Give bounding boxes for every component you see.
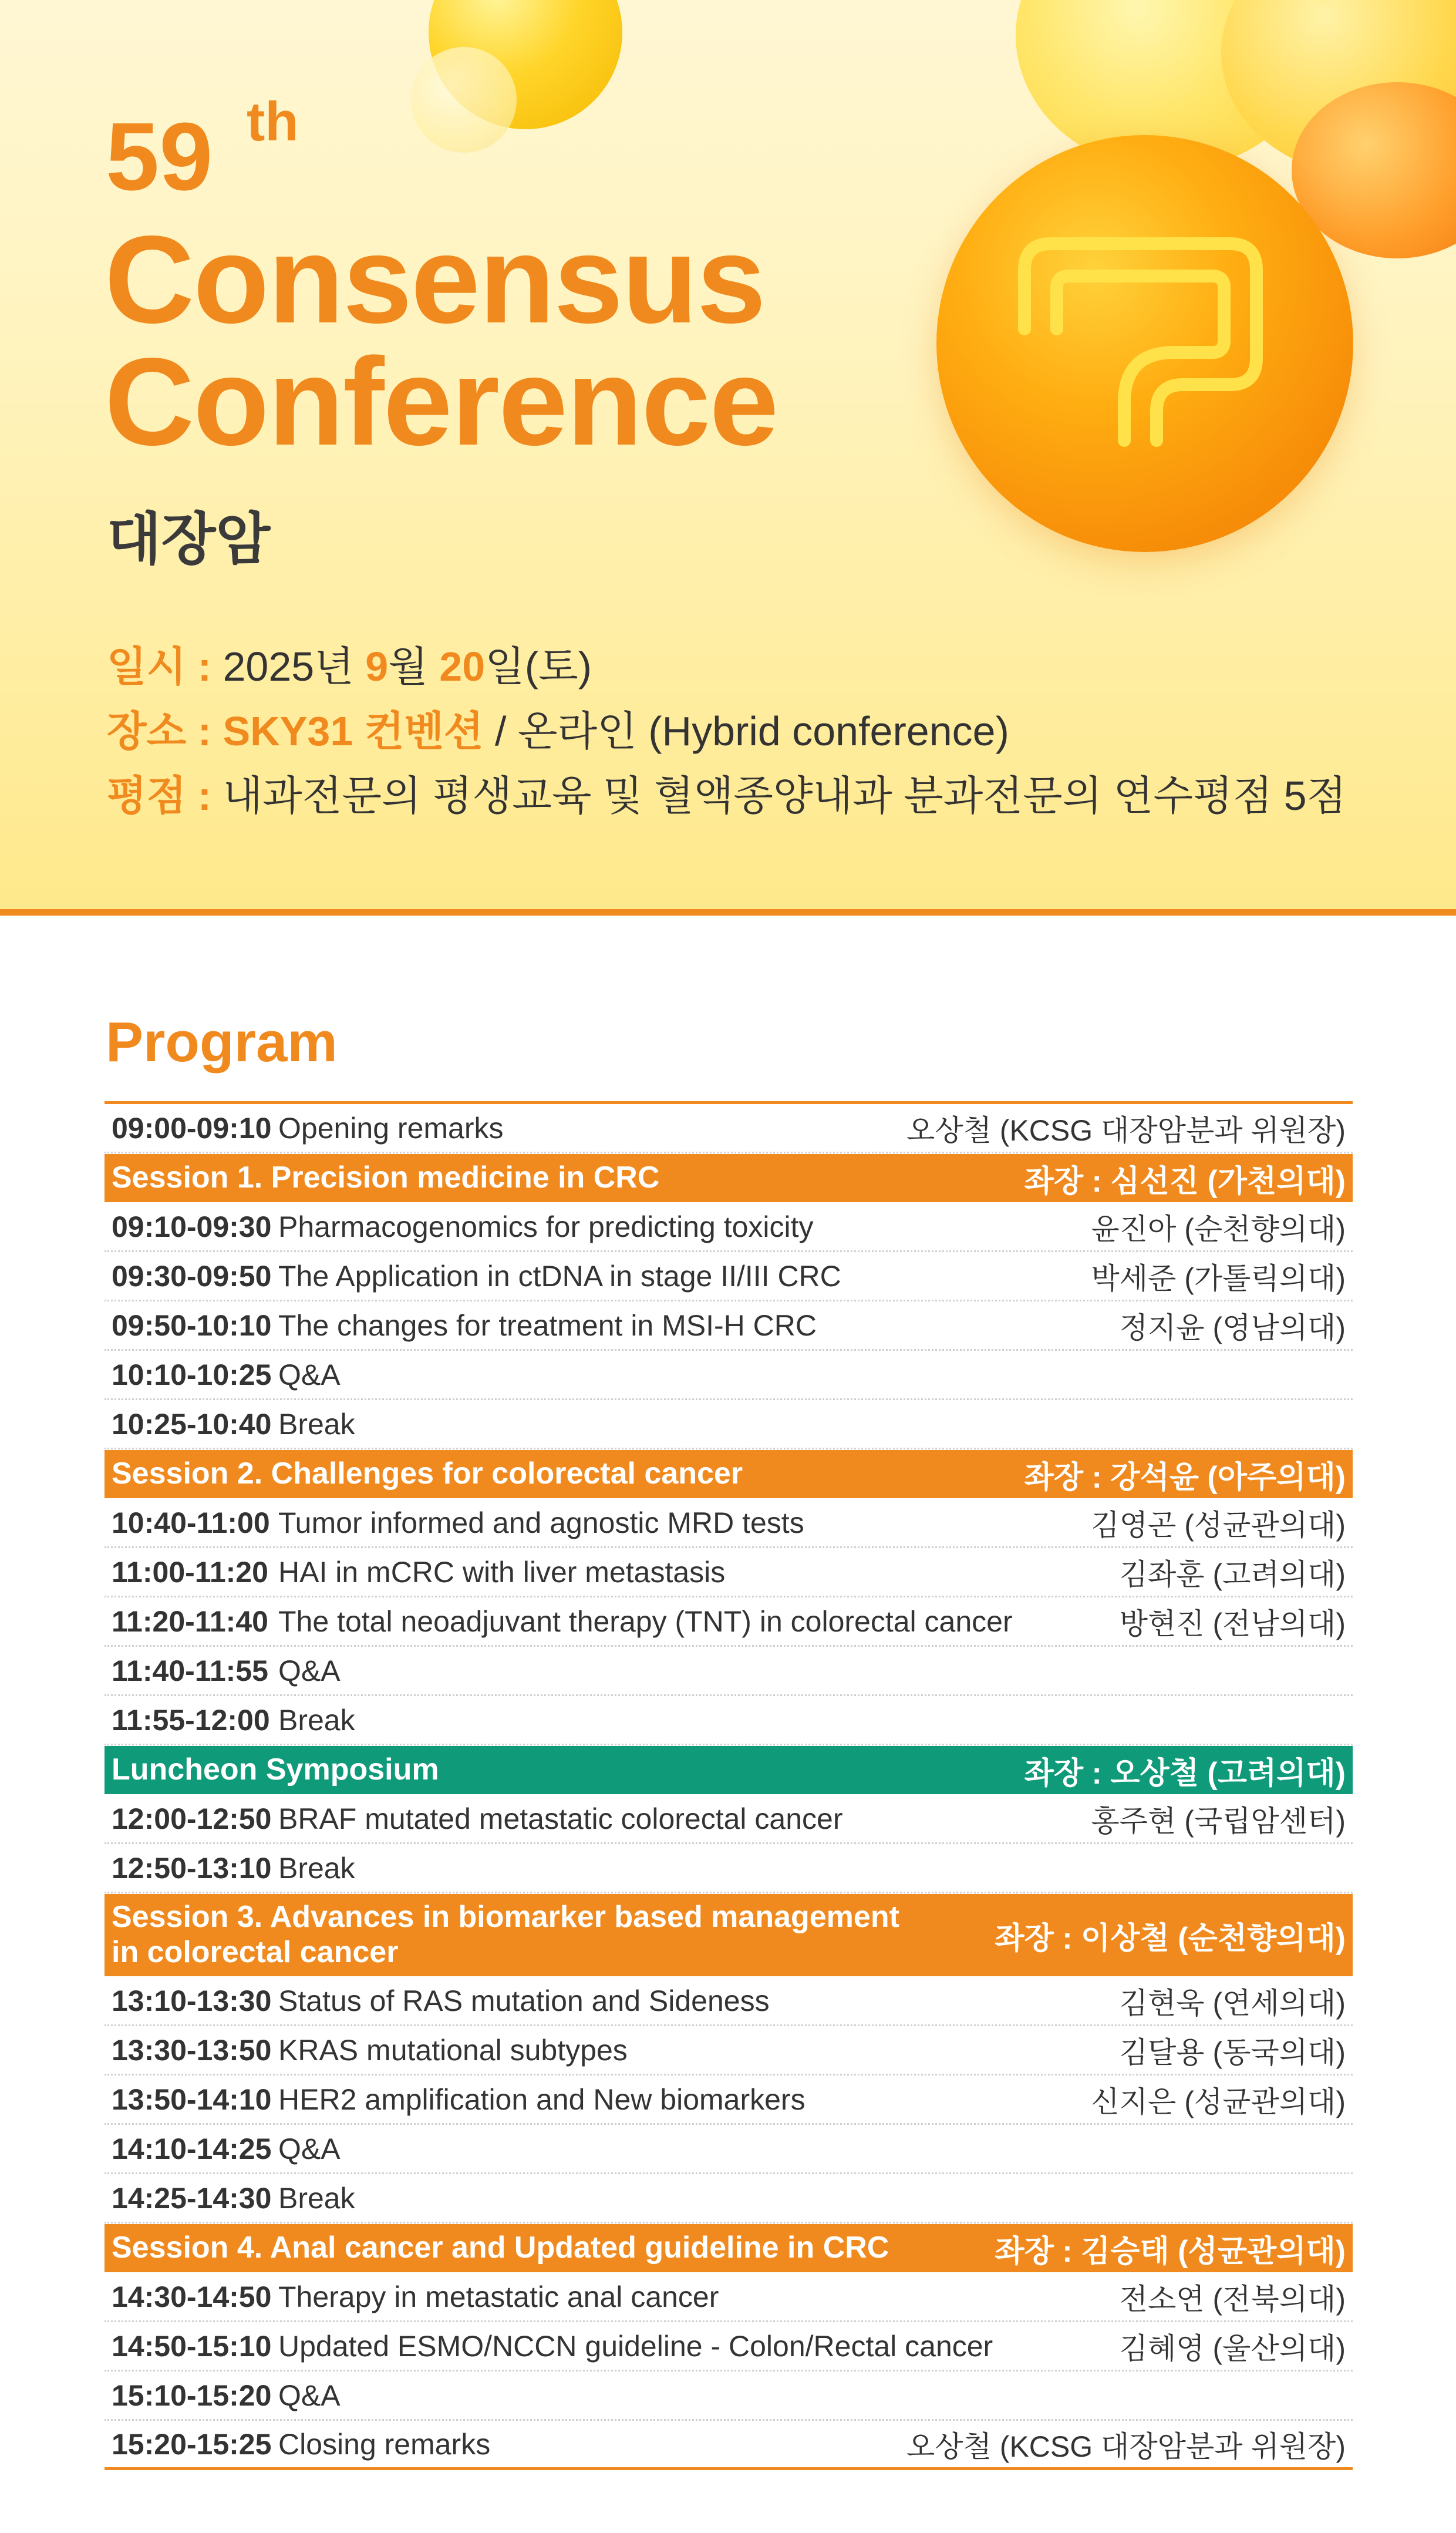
row-topic: Therapy in metastatic anal cancer	[278, 2280, 719, 2313]
table-row	[105, 1351, 1353, 1400]
date-day: 20	[439, 644, 486, 689]
session-header	[105, 1450, 1353, 1498]
row-time: 13:10-13:30	[112, 1984, 272, 2017]
row-time: 15:20-15:25	[112, 2427, 272, 2461]
row-time: 10:10-10:25	[112, 1358, 272, 1391]
table-row	[105, 1795, 1353, 1844]
venue-label: 장소 :	[107, 708, 211, 754]
row-topic: Q&A	[278, 2132, 341, 2165]
table-row	[105, 2125, 1353, 2174]
session-chair: 좌장 : 심선진 (가천의대)	[1024, 1164, 1346, 1199]
row-topic: BRAF mutated metastatic colorectal cancer	[278, 1802, 843, 1835]
session-chair: 좌장 : 김승태 (성균관의대)	[995, 2234, 1346, 2269]
row-speaker: 정지윤 (영남의대)	[1119, 1311, 1346, 1344]
table-row	[105, 2174, 1353, 2223]
row-time: 10:25-10:40	[112, 1407, 272, 1441]
title-line-1: Consensus	[105, 210, 765, 349]
table-row	[105, 1696, 1353, 1745]
row-speaker: 박세준 (가톨릭의대)	[1091, 1262, 1346, 1295]
row-speaker: 김영곤 (성균관의대)	[1091, 1508, 1346, 1542]
colon-icon	[936, 135, 1353, 552]
row-time: 10:40-11:00	[112, 1506, 270, 1539]
row-topic: KRAS mutational subtypes	[278, 2033, 628, 2067]
row-topic: The changes for treatment in MSI-H CRC	[278, 1308, 817, 1342]
row-topic: Updated ESMO/NCCN guideline - Colon/Rectal cancer	[278, 2329, 993, 2363]
edition-number: 59	[106, 103, 213, 210]
program-table	[105, 1101, 1353, 2470]
session-header-luncheon	[105, 1746, 1353, 1794]
row-time: 09:50-10:10	[112, 1308, 272, 1342]
divider	[0, 909, 1456, 916]
date-part: 2025년	[223, 644, 366, 689]
row-speaker: 오상철 (KCSG 대장암분과 위원장)	[906, 1114, 1346, 1147]
row-topic: HER2 amplification and New biomarkers	[278, 2083, 805, 2116]
hero-banner	[0, 0, 1456, 909]
session-title: Session 1. Precision medicine in CRC	[112, 1160, 660, 1195]
row-time: 14:25-14:30	[112, 2181, 272, 2215]
session-title: Session 4. Anal cancer and Updated guideline in CRC	[112, 2231, 889, 2265]
row-time: 11:40-11:55	[112, 1654, 268, 1687]
row-time: 11:20-11:40	[112, 1604, 268, 1638]
colon-emblem	[936, 135, 1353, 552]
row-time: 11:00-11:20	[112, 1555, 268, 1589]
title-line-2: Conference	[105, 332, 778, 471]
row-speaker: 김현욱 (연세의대)	[1119, 1986, 1346, 2020]
credit-text: 내과전문의 평생교육 및 혈액종양내과 분과전문의 연수평점 5점	[223, 773, 1347, 819]
row-topic: Break	[278, 2181, 355, 2215]
row-speaker: 김혜영 (울산의대)	[1119, 2332, 1346, 2365]
edition-suffix: th	[247, 90, 299, 152]
table-row	[105, 2421, 1353, 2470]
row-speaker: 방현진 (전남의대)	[1119, 1607, 1346, 1640]
credit-label: 평점 :	[107, 773, 211, 819]
row-topic: Q&A	[278, 1358, 341, 1391]
row-topic: Break	[278, 1851, 355, 1885]
date-part: 월	[388, 644, 440, 689]
row-speaker: 김좌훈 (고려의대)	[1119, 1558, 1346, 1591]
row-topic: Tumor informed and agnostic MRD tests	[278, 1506, 804, 1539]
table-row	[105, 1252, 1353, 1301]
table-row	[105, 1400, 1353, 1449]
row-topic: Opening remarks	[278, 1111, 504, 1145]
date-label: 일시 :	[107, 644, 211, 689]
table-row	[105, 2075, 1353, 2125]
row-speaker: 홍주현 (국립암센터)	[1091, 1804, 1346, 1838]
session-title: Luncheon Symposium	[112, 1752, 439, 1787]
session-title: Session 3. Advances in biomarker based management in colorectal cancer	[112, 1900, 899, 1969]
row-time: 09:30-09:50	[112, 1259, 272, 1293]
session-header	[105, 1154, 1353, 1202]
table-row	[105, 2273, 1353, 2322]
row-topic: Pharmacogenomics for predicting toxicity	[278, 1210, 814, 1243]
row-time: 12:00-12:50	[112, 1802, 272, 1835]
row-time: 14:10-14:25	[112, 2132, 272, 2165]
row-speaker: 전소연 (전북의대)	[1119, 2282, 1346, 2316]
row-time: 14:30-14:50	[112, 2280, 272, 2313]
row-time: 11:55-12:00	[112, 1703, 270, 1737]
session-header	[105, 2224, 1353, 2272]
table-row	[105, 1647, 1353, 1696]
row-topic: Closing remarks	[278, 2427, 491, 2461]
date-month: 9	[365, 644, 389, 689]
date-line	[107, 646, 592, 687]
table-row	[105, 1499, 1353, 1548]
decorative-bubble	[411, 47, 517, 153]
venue-rest: / 온라인 (Hybrid conference)	[483, 708, 1009, 754]
table-row	[105, 1597, 1353, 1647]
row-topic: HAI in mCRC with liver metastasis	[278, 1555, 726, 1589]
row-topic: Q&A	[278, 2379, 341, 2412]
table-row	[105, 2322, 1353, 2371]
session-chair: 좌장 : 강석윤 (아주의대)	[1024, 1460, 1346, 1495]
row-topic: Break	[278, 1703, 355, 1737]
row-time: 14:50-15:10	[112, 2329, 272, 2363]
row-time: 12:50-13:10	[112, 1851, 272, 1885]
session-chair: 좌장 : 이상철 (순천향의대)	[995, 1921, 1346, 1956]
credit-line	[107, 773, 1347, 819]
page-subtitle: 대장암	[107, 508, 271, 571]
row-time: 09:00-09:10	[112, 1111, 272, 1145]
row-topic: Break	[278, 1407, 355, 1441]
session-title: Session 2. Challenges for colorectal cancer	[112, 1456, 743, 1491]
row-time: 13:30-13:50	[112, 2033, 272, 2067]
venue-name: SKY31 컨벤션	[223, 708, 484, 754]
row-speaker: 오상철 (KCSG 대장암분과 위원장)	[906, 2430, 1346, 2463]
table-row	[105, 1203, 1353, 1252]
table-row	[105, 2371, 1353, 2421]
table-row	[105, 1977, 1353, 2026]
table-row	[105, 2026, 1353, 2075]
row-time: 09:10-09:30	[112, 1210, 272, 1243]
date-part: 일(토)	[485, 644, 592, 689]
row-topic: The Application in ctDNA in stage II/III CRC	[278, 1259, 841, 1293]
program-heading: Program	[106, 1011, 338, 1074]
row-speaker: 윤진아 (순천향의대)	[1091, 1212, 1346, 1246]
row-time: 13:50-14:10	[112, 2083, 272, 2116]
table-row	[105, 1301, 1353, 1351]
row-topic: The total neoadjuvant therapy (TNT) in colorectal cancer	[278, 1604, 1013, 1638]
row-topic: Q&A	[278, 1654, 341, 1687]
row-topic: Status of RAS mutation and Sideness	[278, 1984, 770, 2017]
table-row	[105, 1844, 1353, 1893]
session-chair: 좌장 : 오상철 (고려의대)	[1024, 1756, 1346, 1791]
session-header	[105, 1894, 1353, 1976]
table-row	[105, 1104, 1353, 1153]
table-row	[105, 1548, 1353, 1597]
row-speaker: 신지은 (성균관의대)	[1091, 2085, 1346, 2118]
venue-line	[107, 708, 1009, 754]
row-time: 15:10-15:20	[112, 2379, 272, 2412]
row-speaker: 김달용 (동국의대)	[1119, 2036, 1346, 2069]
